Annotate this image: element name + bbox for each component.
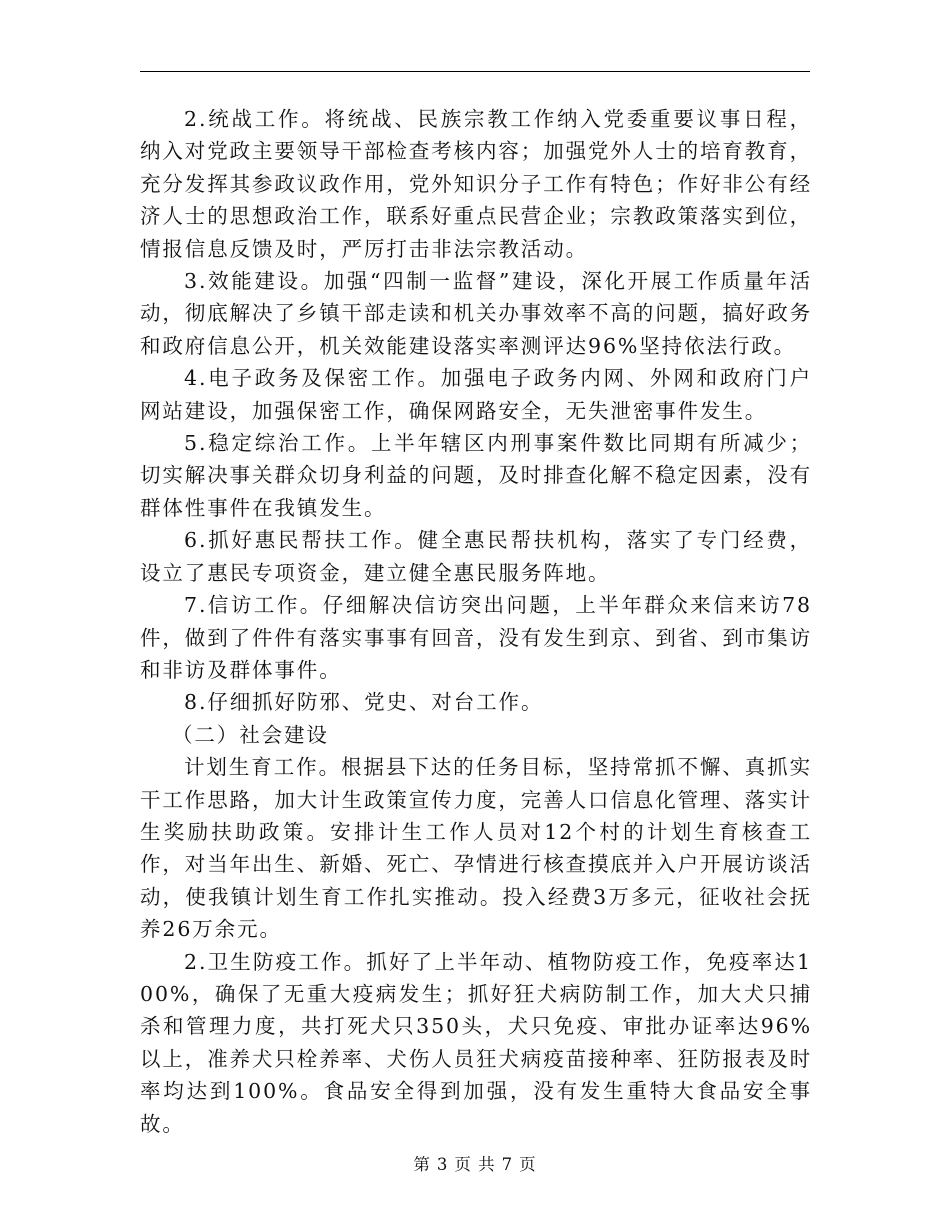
paragraph-petition: 7.信访工作。仔细解决信访突出问题，上半年群众来信来访78件，做到了件件有落实事事有回音，没有发生到京、到省、到市集访和非访及群体事件。 <box>140 593 812 682</box>
paragraph-epidemic-prevention: 2.卫生防疫工作。抓好了上半年动、植物防疫工作，免疫率达100%，确保了无重大疫病发生；抓好狂犬病防制工作，加大犬只捕杀和管理力度，共打死犬只350头，犬只免疫、审批办证率达96%以上，准养犬只栓养率、犬伤人员狂犬病疫苗接种率、狂防报表及时率均达到100%。食品安全得到加强，没有发生重特大食品安全事故。 <box>140 949 812 1136</box>
page-label-suffix: 页 <box>519 1155 537 1174</box>
paragraph-united-front: 2.统战工作。将统战、民族宗教工作纳入党委重要议事日程，纳入对党政主要领导干部检查考核内容；加强党外人士的培育教育，充分发挥其参政议政作用，党外知识分子工作有特色；作好非公有经济人士的思想政治工作，联系好重点民营企业；宗教政策落实到位，情报信息反馈及时，严厉打击非法宗教活动。 <box>140 107 812 261</box>
page-footer <box>0 1151 950 1175</box>
section-heading-social: （二）社会建设 <box>172 722 329 747</box>
paragraph-stability: 5.稳定综治工作。上半年辖区内刑事案件数比同期有所减少；切实解决事关群众切身利益的问题，及时排查化解不稳定因素，没有群体性事件在我镇发生。 <box>140 431 812 520</box>
page-current: 3 <box>436 1155 449 1174</box>
header-rule <box>140 71 810 72</box>
paragraph-efficiency: 3.效能建设。加强“四制一监督”建设，深化开展工作质量年活动，彻底解决了乡镇干部走读和机关办事效率不高的问题，搞好政务和政府信息公开，机关效能建设落实率测评达96%坚持依法行政。 <box>140 269 812 358</box>
page-label-prefix: 第 <box>413 1155 431 1174</box>
document-body <box>140 103 812 1140</box>
paragraph-e-government: 4.电子政务及保密工作。加强电子政务内网、外网和政府门户网站建设，加强保密工作，确保网路安全，无失泄密事件发生。 <box>140 366 812 423</box>
paragraph-family-planning: 计划生育工作。根据县下达的任务目标，坚持常抓不懈、真抓实干工作思路，加大计生政策宣传力度，完善人口信息化管理、落实计生奖励扶助政策。安排计生工作人员对12个村的计划生育核查工作，对当年出生、新婚、死亡、孕情进行核查摸底并入户开展访谈活动，使我镇计划生育工作扎实推动。投入经费3万多元，征收社会抚养26万余元。 <box>140 755 812 942</box>
page-total: 7 <box>501 1155 514 1174</box>
page-label-middle: 页 共 <box>454 1155 496 1174</box>
paragraph-anti-cult: 8.仔细抓好防邪、党史、对台工作。 <box>184 690 544 715</box>
paragraph-welfare: 6.抓好惠民帮扶工作。健全惠民帮扶机构，落实了专门经费，设立了惠民专项资金，建立健全惠民服务阵地。 <box>140 528 812 585</box>
